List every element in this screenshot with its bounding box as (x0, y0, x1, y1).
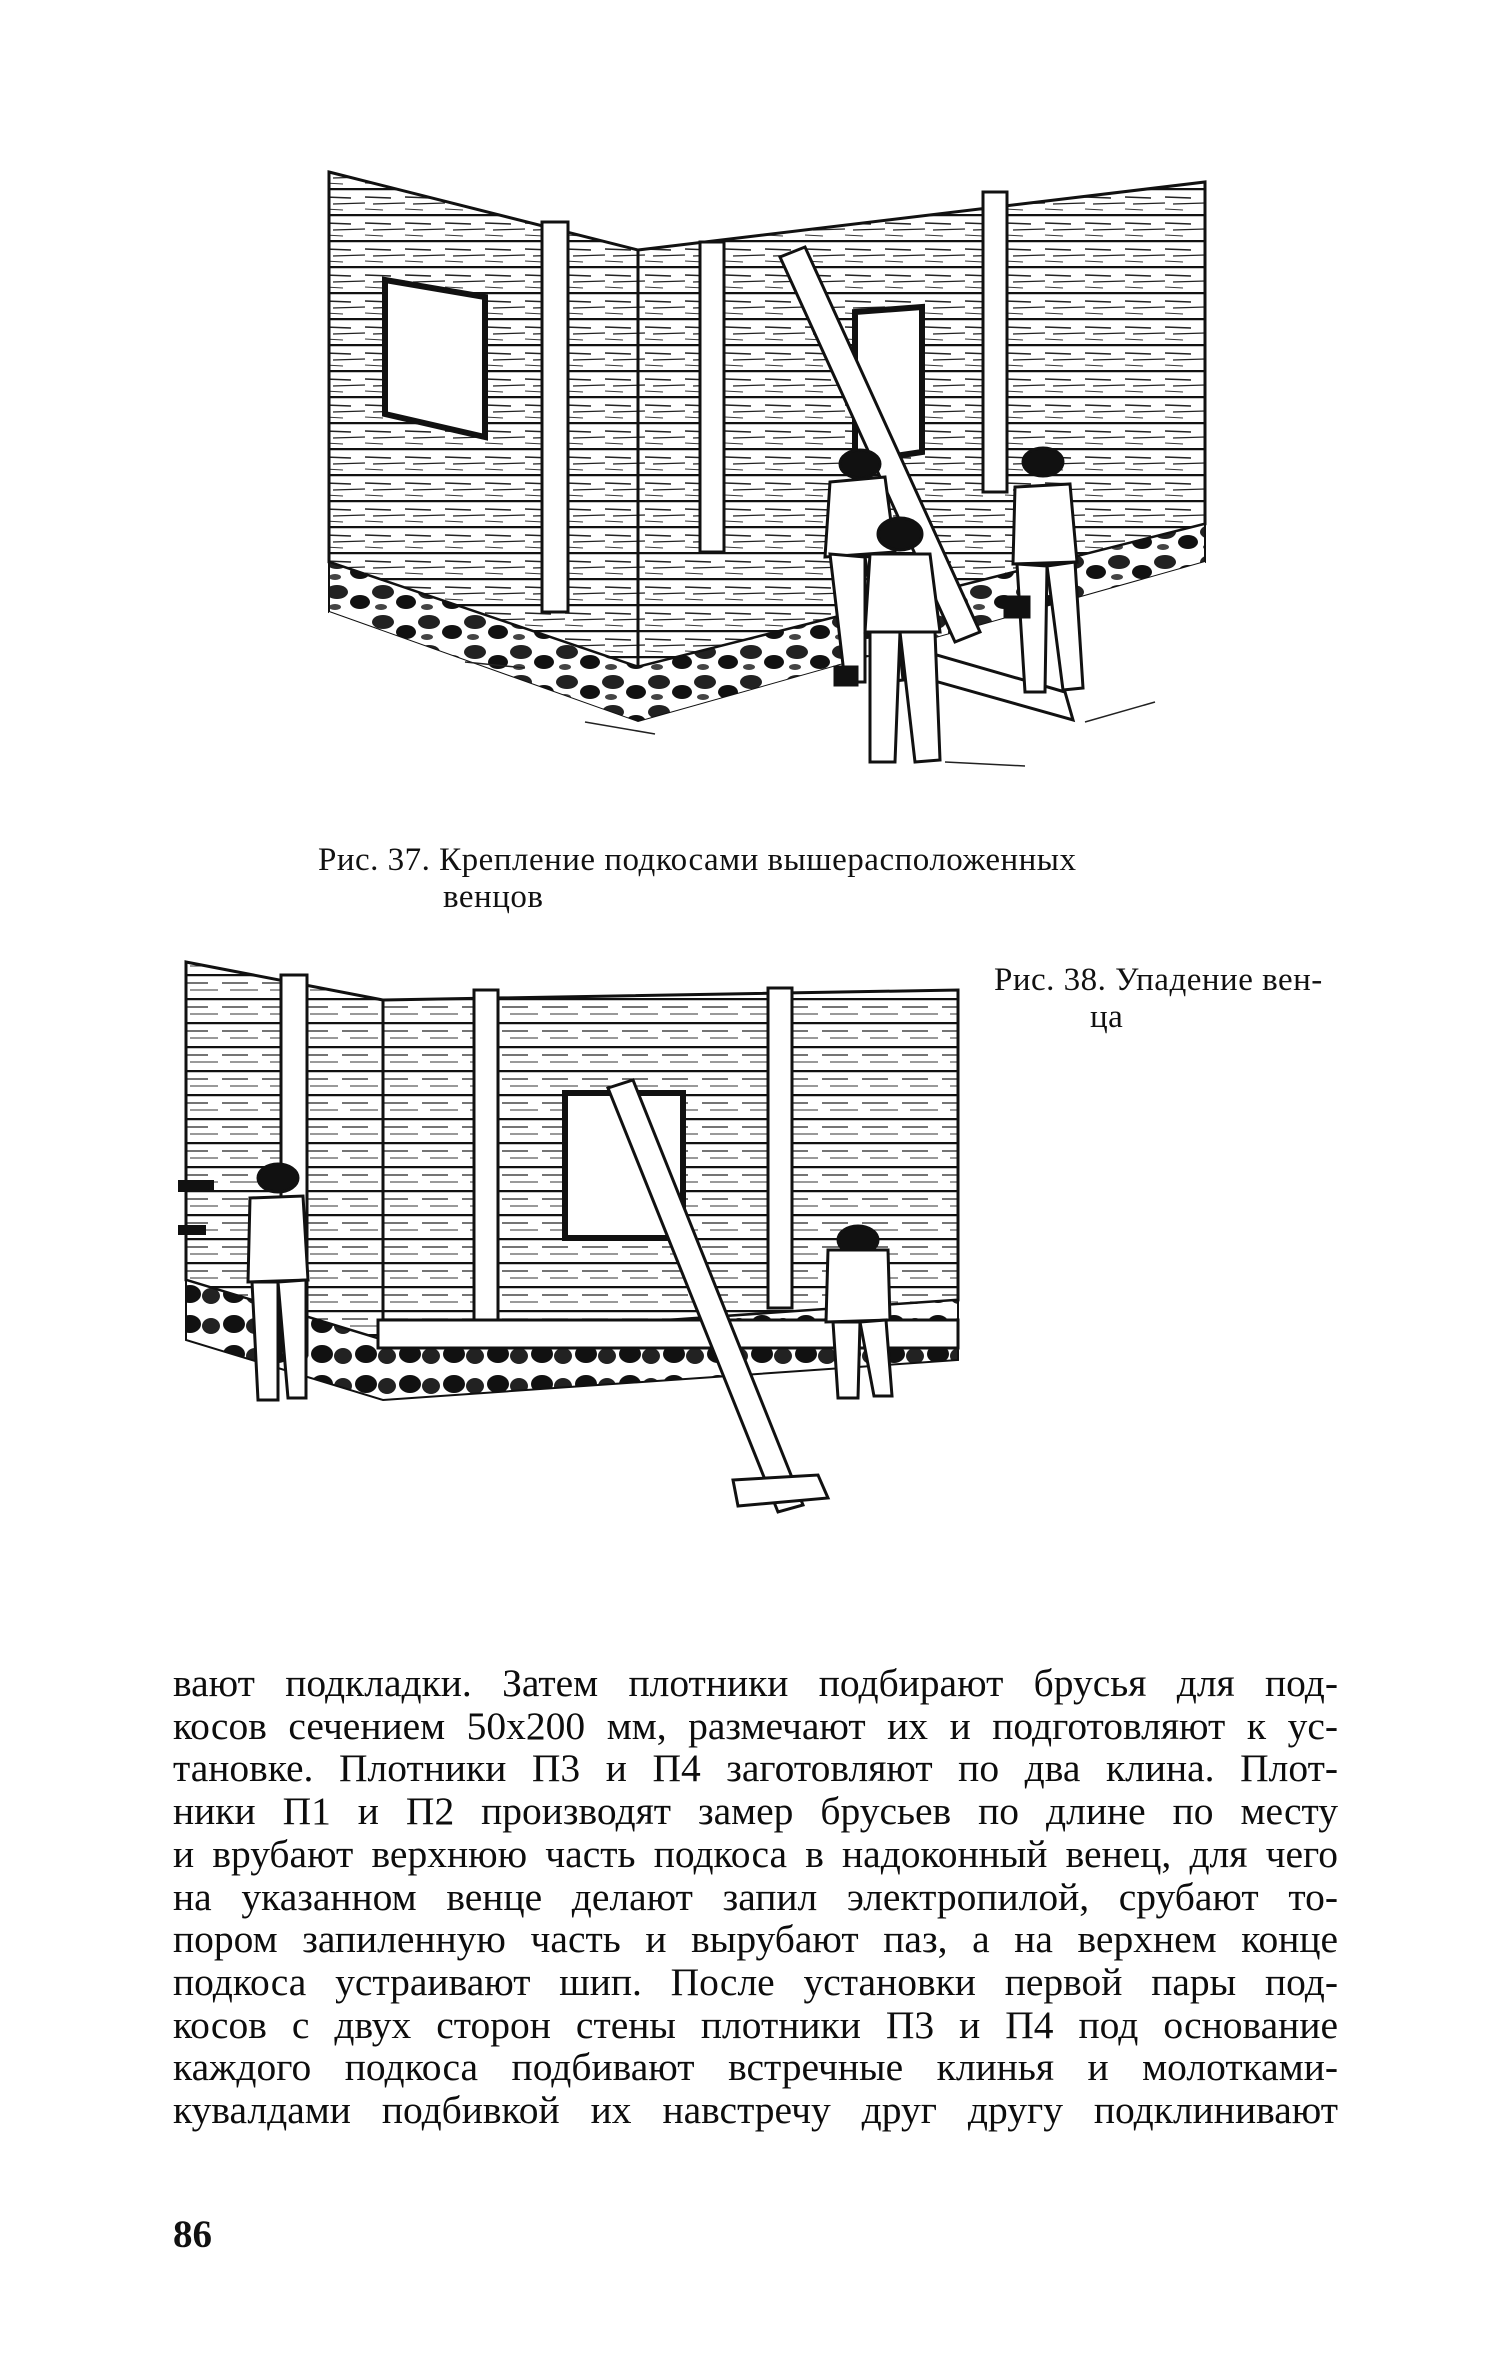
figure-38-caption-line2: ца (1090, 999, 1124, 1035)
text-line: и врубают верхнюю часть подкоса в надоконный венец, для чего (173, 1831, 1338, 1876)
text-line: на указанном венце делают запил электропилой, срубают то- (173, 1874, 1338, 1919)
figure-38-label: Рис. 38. (994, 962, 1107, 998)
log-course-settling-icon (178, 950, 978, 1590)
text-line: ники П1 и П2 производят замер брусьев по длине по месту (173, 1789, 1338, 1834)
text-line: косов с двух сторон стены плотники П3 и П4 под основание (173, 2002, 1338, 2047)
figure-38-caption-line1: Упадение вен- (1115, 962, 1323, 998)
figure-37-caption-line1: Крепление подкосами вышерасположенных (439, 842, 1077, 878)
log-wall-bracing-icon (325, 162, 1210, 812)
text-line: пором запиленную часть и вырубают паз, а на верхнем конце (173, 1917, 1338, 1962)
figure-37-label: Рис. 37. (318, 842, 431, 878)
page-number: 86 (173, 2213, 212, 2256)
text-line: косов сечением 50х200 мм, размечают их и подготовляют к ус- (173, 1703, 1338, 1748)
text-line: подкоса устраивают шип. После установки первой пары под- (173, 1959, 1338, 2004)
text-line: каждого подкоса подбивают встречные клинья и молотками- (173, 2045, 1338, 2090)
text-line: тановке. Плотники П3 и П4 заготовляют по два клина. Плот- (173, 1746, 1338, 1791)
body-paragraph (173, 1662, 1338, 2132)
figure-37-caption-line2: венцов (443, 879, 544, 915)
text-line: кувалдами подбивкой их навстречу друг другу подклинивают (173, 2088, 1338, 2133)
figure-38-caption (994, 962, 1324, 1036)
figure-37-caption (318, 842, 1218, 916)
figure-37-illustration (325, 162, 1210, 812)
figure-38-illustration (178, 950, 978, 1590)
text-line: вают подкладки. Затем плотники подбирают брусья для под- (173, 1661, 1338, 1705)
